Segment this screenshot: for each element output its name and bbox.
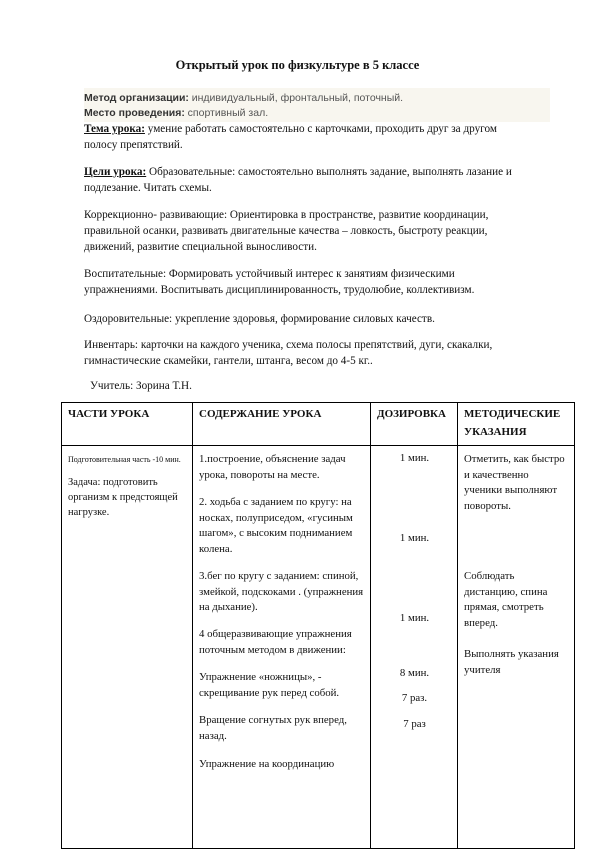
dosage-cell	[371, 446, 458, 849]
theme-line-2: полосу препятствий.	[84, 139, 183, 151]
content-item-7: Упражнение на координацию	[199, 758, 335, 770]
header-parts: ЧАСТИ УРОКА	[62, 403, 193, 446]
content-item-1: 1.построение, объяснение задач урока, повороты на месте.	[199, 453, 346, 481]
header-content: СОДЕРЖАНИЕ УРОКА	[193, 403, 371, 446]
table-header-row	[62, 403, 575, 446]
dosage-3: 1 мин.	[399, 612, 430, 624]
method-note-2: Соблюдать дистанцию, спина прямая, смотреть вперед.	[464, 570, 548, 629]
theme-text-1: умение работать самостоятельно с карточками, проходить друг за другом	[144, 123, 497, 135]
upbringing-line-1: Воспитательные: Формировать устойчивый интерес к занятиям физическими	[84, 268, 455, 280]
part-block	[68, 454, 186, 520]
lesson-table	[61, 402, 575, 849]
theme-line-1	[84, 121, 497, 137]
header-methods: МЕТОДИЧЕСКИЕ УКАЗАНИЯ	[458, 403, 575, 446]
correction-line-3: движений, развитие специальной выносливости.	[84, 241, 317, 253]
health-line: Оздоровительные: укрепление здоровья, формирование силовых качеств.	[84, 313, 435, 325]
part-task: Задача: подготовить организм к предстоящей нагрузке.	[68, 477, 178, 518]
header-dosage: ДОЗИРОВКА	[371, 403, 458, 446]
part-name: Подготовительная часть -10 мин.	[68, 455, 181, 464]
dosage-2: 1 мин.	[399, 532, 430, 544]
method-label: Метод организации:	[84, 92, 189, 104]
place-line	[84, 105, 268, 121]
goals-text-1: Образовательные: самостоятельно выполнять задание, выполнять лазание и	[146, 166, 512, 178]
method-note-1: Отметить, как быстро и качественно ученики выполняют повороты.	[464, 453, 565, 512]
content-item-6: Вращение согнутых рук вперед, назад.	[199, 714, 347, 742]
parts-cell	[62, 446, 193, 849]
dosage-1: 1 мин.	[399, 452, 430, 464]
goals-line-1	[84, 164, 512, 180]
page-title: Открытый урок по физкультуре в 5 классе	[175, 58, 420, 72]
content-cell	[193, 446, 371, 849]
place-value: спортивный зал.	[187, 107, 269, 119]
goals-line-2: подлезание. Читать схемы.	[84, 182, 212, 194]
correction-line-2: правильной осанки, развивать двигательные качества – ловкость, быстроту реакции,	[84, 225, 488, 237]
correction-line-1: Коррекционно- развивающие: Ориентировка в пространстве, развитие координации,	[84, 209, 489, 221]
goals-label: Цели урока:	[84, 166, 147, 178]
content-item-5: Упражнение «ножницы», - скрещивание рук перед собой.	[199, 671, 340, 699]
method-value: индивидуальный, фронтальный, поточный.	[191, 92, 404, 104]
methods-cell	[458, 446, 575, 849]
dosage-4: 8 мин.	[399, 667, 430, 679]
table-row	[62, 446, 575, 849]
content-item-3: 3.бег по кругу с заданием: спиной, змейкой, подскоками . (упражнения на дыхание).	[199, 570, 364, 613]
theme-label: Тема урока:	[84, 123, 145, 135]
method-note-3: Выполнять указания учителя	[464, 648, 559, 676]
teacher-name: Учитель: Зорина Т.Н.	[90, 380, 192, 392]
content-item-2: 2. ходьба с заданием по кругу: на носках, полуприседом, «гусиным шагом», с высоким подниманием колена.	[199, 496, 353, 555]
content-item-4: 4 общеразвивающие упражнения поточным методом в движении:	[199, 628, 352, 656]
place-label: Место проведения:	[84, 107, 185, 119]
inventory-line-1: Инвентарь: карточки на каждого ученика, схема полосы препятствий, дуги, скакалки,	[84, 339, 493, 351]
inventory-line-2: гимнастические скамейки, гантели, штанга, весом до 4-5 кг..	[84, 355, 373, 367]
method-line	[84, 90, 403, 106]
upbringing-line-2: упражнениями. Воспитывать дисциплинированность, трудолюбие, коллективизм.	[84, 284, 475, 296]
dosage-5: 7 раз.	[401, 692, 428, 704]
dosage-6: 7 раз	[403, 718, 426, 730]
